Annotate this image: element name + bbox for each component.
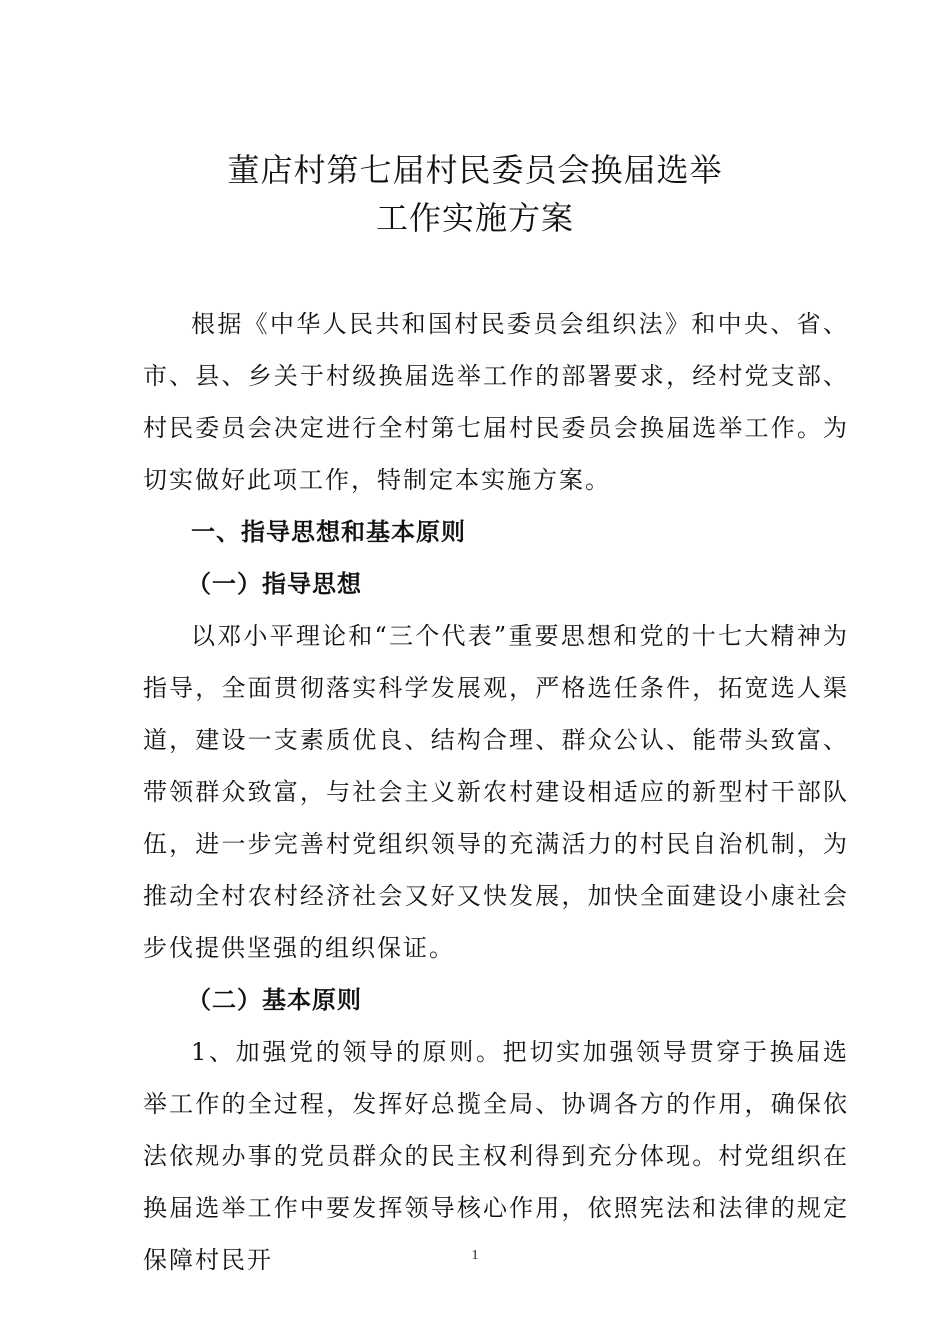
- document-body: [143, 298, 849, 1286]
- page-number: 1: [471, 1248, 479, 1263]
- intro-paragraph: 根据《中华人民共和国村民委员会组织法》和中央、省、市、县、乡关于村级换届选举工作的部署要求，经村党支部、村民委员会决定进行全村第七届村民委员会换届选举工作。为切实做好此项工作，特制定本实施方案。: [143, 310, 849, 494]
- principle-1-paragraph: 1、加强党的领导的原则。把切实加强领导贯穿于换届选举工作的全过程，发挥好总揽全局、协调各方的作用，确保依法依规办事的党员群众的民主权利得到充分体现。村党组织在换届选举工作中要发挥领导核心作用，依照宪法和法律的规定保障村民开: [143, 1038, 849, 1274]
- guiding-ideology-paragraph: 以邓小平理论和“三个代表”重要思想和党的十七大精神为指导，全面贯彻落实科学发展观，严格选任条件，拓宽选人渠道，建设一支素质优良、结构合理、群众公认、能带头致富、带领群众致富，与社会主义新农村建设相适应的新型村干部队伍，进一步完善村党组织领导的充满活力的村民自治机制，为推动全村农村经济社会又好又快发展，加快全面建设小康社会步伐提供坚强的组织保证。: [143, 622, 849, 962]
- subsection-heading-basic-principles: （二）基本原则: [187, 986, 362, 1014]
- section-heading-1: 一、指导思想和基本原则: [191, 518, 466, 546]
- subsection-heading-guiding-ideology: （一）指导思想: [187, 570, 362, 598]
- document-title-line-2: 工作实施方案: [375, 199, 574, 237]
- document-title-line-1: 董店村第七届村民委员会换届选举: [227, 151, 723, 189]
